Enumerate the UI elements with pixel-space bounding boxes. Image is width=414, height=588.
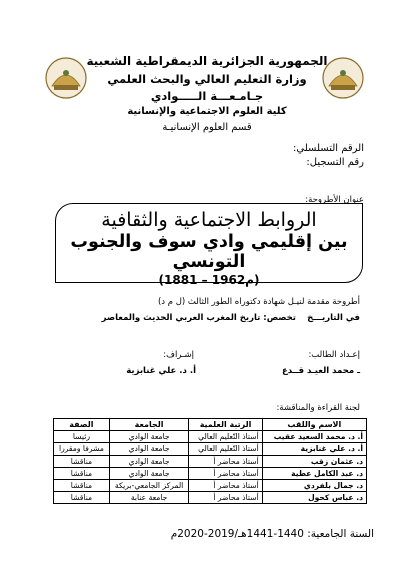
- table-row: [54, 492, 367, 504]
- member-name: د. عبد الكامل عطية: [262, 467, 366, 479]
- thesis-title-box: [55, 203, 363, 287]
- member-name: د. عثمان زقب: [262, 455, 366, 467]
- table-row: [54, 467, 367, 479]
- republic-name: الجمهورية الجزائرية الديمقراطية الشعبية: [86, 54, 328, 68]
- thesis-title-line2: بين إقليمي وادي سوف والجنوب التونسي: [70, 232, 348, 272]
- member-name: د. جمال بلفردي: [262, 479, 366, 491]
- member-university: المركز الجامعي-بريكة: [109, 479, 188, 491]
- member-university: جامعة الوادي: [109, 467, 188, 479]
- academic-year: السنة الجامعية: 1440-1441هـ/2019-2020م: [170, 528, 374, 540]
- member-university: جامعة الوادي: [109, 431, 188, 443]
- student-label: إعـداد الطالب:: [308, 350, 360, 360]
- member-role: مناقشا: [54, 455, 110, 467]
- col-header-university: الجامعة: [109, 419, 188, 431]
- member-role: مناقشا: [54, 467, 110, 479]
- register-number-label: رقم التسجيل:: [306, 157, 364, 168]
- member-rank: أستاذ محاضر أ: [189, 455, 262, 467]
- member-name: أ. د. علي غنابزية: [262, 443, 366, 455]
- degree-specialty: تخصص: تاريخ المغرب العربي الحديث والمعاصر: [101, 313, 296, 323]
- supervisor-name: أ. د. علي غنابزية: [126, 366, 196, 376]
- university-name: جـامـعـــة الـــــوادي: [150, 89, 264, 103]
- department-name: قسم العلوم الإنسانيـة: [162, 122, 252, 133]
- member-rank: أستاذ التّعليم العالي: [189, 443, 262, 455]
- supervisor-label: إشـراف:: [163, 350, 194, 360]
- member-role: مشرفا ومقررا: [54, 443, 110, 455]
- degree-field: في التاريـــخ: [307, 313, 360, 323]
- table-row: [54, 455, 367, 467]
- thesis-period: (1881 – 1962م): [158, 273, 260, 287]
- committee-header-row: [54, 419, 367, 431]
- student-name: ـ محمد العيـد قــدع: [281, 366, 360, 376]
- thesis-title-label: عنوان الأطروحة:: [305, 195, 364, 205]
- committee-title: لجنة القراءة والمناقشة:: [276, 403, 360, 413]
- table-row: [54, 443, 367, 455]
- col-header-rank: الرتبة العلمية: [189, 419, 262, 431]
- col-header-role: الصفة: [54, 419, 110, 431]
- thesis-title-line1: الروابط الاجتماعية والثقافية: [101, 209, 317, 231]
- ministry-name: وزارة التعليم العالي والبحث العلمي: [107, 72, 307, 86]
- table-row: [54, 479, 367, 491]
- member-university: جامعة عنابة: [109, 492, 188, 504]
- degree-description: أطروحة مقدمة لنيـل شهادة دكتوراه الطور الثالث (ل م د): [157, 297, 360, 307]
- col-header-name: الاسم واللقب: [262, 419, 366, 431]
- member-rank: أستاذ محاضر أ: [189, 492, 262, 504]
- member-rank: أستاذ محاضر أ: [189, 479, 262, 491]
- member-name: أ. د. محمد السعيد عقيب: [262, 431, 366, 443]
- serial-number-label: الرقم التسلسلي:: [293, 143, 364, 154]
- member-rank: أستاذ التّعليم العالي: [189, 431, 262, 443]
- member-role: مناقشا: [54, 492, 110, 504]
- table-row: [54, 431, 367, 443]
- member-role: رئيسا: [54, 431, 110, 443]
- member-role: مناقشا: [54, 479, 110, 491]
- member-name: د. عباس كحول: [262, 492, 366, 504]
- member-university: جامعة الوادي: [109, 443, 188, 455]
- committee-table: [53, 418, 367, 504]
- member-university: جامعة الوادي: [109, 455, 188, 467]
- faculty-name: كلية العلوم الاجتماعية والإنسانية: [127, 106, 287, 117]
- member-rank: أستاذ محاضر أ: [189, 467, 262, 479]
